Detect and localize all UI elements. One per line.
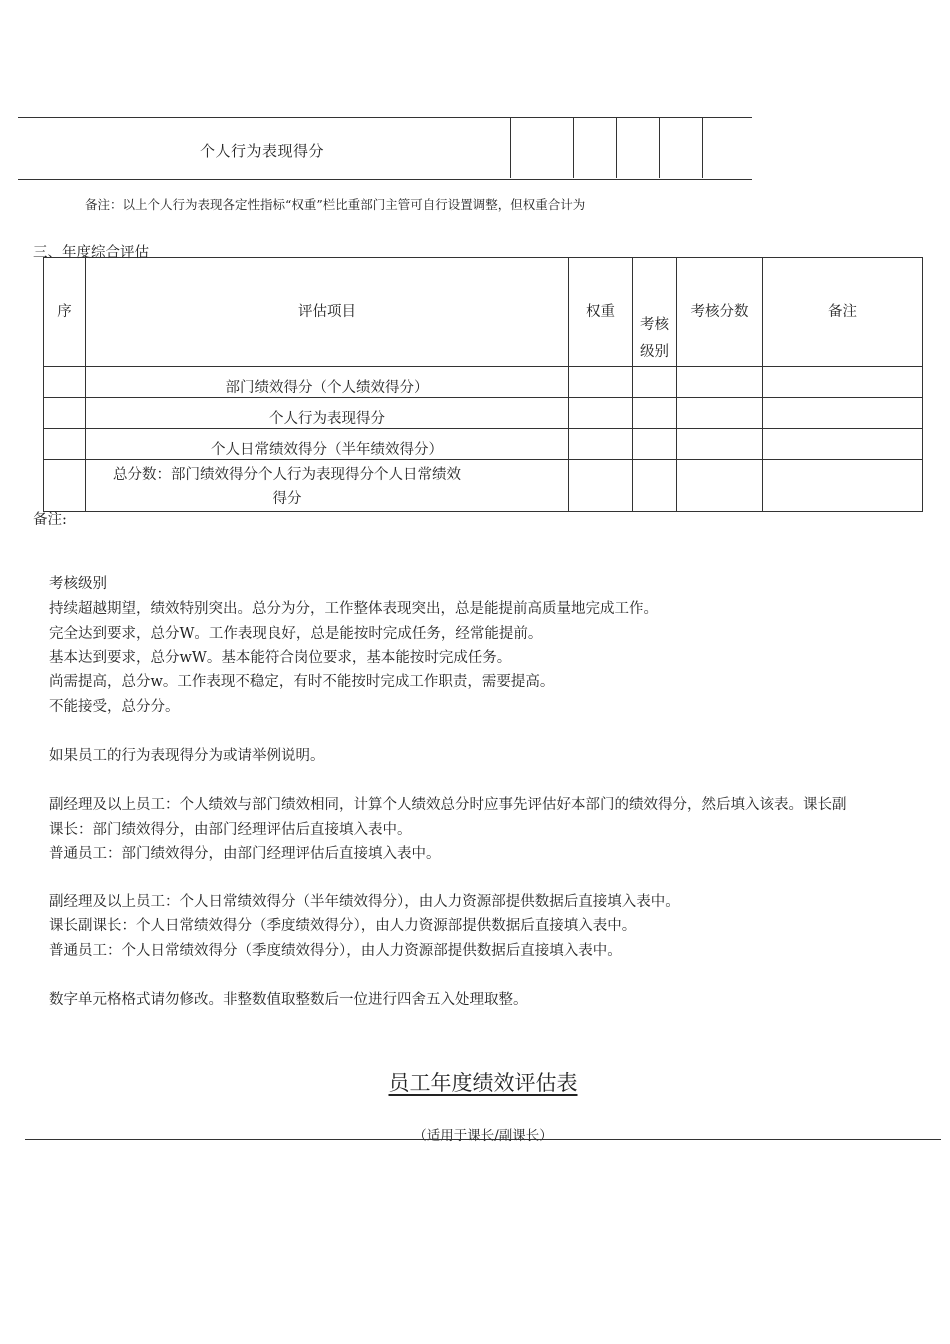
table-divider [616, 117, 617, 178]
section-heading: 三、年度综合评估 [33, 245, 149, 261]
divider [25, 1139, 941, 1140]
body-line: 尚需提高，总分w。工作表现不稳定，有时不能按时完成工作职责，需要提高。 [49, 674, 555, 690]
body-line: 普通员工：部门绩效得分，由部门经理评估后直接填入表中。 [49, 846, 441, 862]
body-line: 持续超越期望，绩效特别突出。总分为分，工作整体表现突出，总是能提前高质量地完成工作。 [49, 601, 658, 617]
total-line2: 得分 [272, 491, 302, 507]
weight-note: 备注：以上个人行为表现各定性指标“权重”栏比重部门主管可自行设置调整，但权重合计为 [85, 197, 586, 212]
row-item: 个人行为表现得分 [86, 398, 569, 429]
body-line: 副经理及以上员工：个人日常绩效得分（半年绩效得分），由人力资源部提供数据后直接填入表中。 [49, 894, 680, 910]
body-line: 不能接受，总分分。 [49, 699, 180, 715]
annual-evaluation-table [43, 257, 923, 512]
row-item-total [86, 460, 569, 512]
body-line: 数字单元格格式请勿修改。非整数值取整数后一位进行四舍五入处理取整。 [49, 992, 528, 1008]
body-line: 课长副课长：个人日常绩效得分（季度绩效得分），由人力资源部提供数据后直接填入表中。 [49, 918, 637, 934]
header-item: 评估项目 [86, 258, 569, 367]
table-row [44, 460, 923, 512]
header-level-line2: 级别 [640, 344, 669, 360]
table-row [44, 367, 923, 398]
header-level-line1: 考核 [640, 317, 669, 333]
table-divider [702, 117, 703, 178]
header-remark: 备注 [763, 258, 923, 367]
header-level [633, 258, 677, 367]
behavior-score-label: 个人行为表现得分 [200, 142, 325, 160]
header-score: 考核分数 [677, 258, 763, 367]
table-divider [510, 117, 511, 178]
body-line: 普通员工：个人日常绩效得分（季度绩效得分），由人力资源部提供数据后直接填入表中。 [49, 943, 622, 959]
table-header-row [44, 258, 923, 367]
form-subtitle: （适用于课长/副课长） [413, 1128, 553, 1144]
body-line: 如果员工的行为表现得分为或请举例说明。 [49, 748, 325, 764]
body-line: 副经理及以上员工：个人绩效与部门绩效相同，计算个人绩效总分时应事先评估好本部门的绩效得分，然后填入该表。课长副 [49, 797, 847, 813]
total-line1: 总分数：部门绩效得分个人行为表现得分个人日常绩效 [113, 467, 461, 483]
behavior-score-table [18, 117, 752, 180]
body-line: 基本达到要求，总分wW。基本能符合岗位要求，基本能按时完成任务。 [49, 650, 512, 666]
form-title: 员工年度绩效评估表 [388, 1071, 578, 1095]
table-divider [573, 117, 574, 178]
table-row [44, 398, 923, 429]
remark-label: 备注: [33, 512, 67, 528]
row-item: 部门绩效得分（个人绩效得分） [86, 367, 569, 398]
header-weight: 权重 [569, 258, 633, 367]
body-line: 课长：部门绩效得分，由部门经理评估后直接填入表中。 [49, 822, 412, 838]
table-row [44, 429, 923, 460]
table-divider [659, 117, 660, 178]
body-line: 完全达到要求，总分W。工作表现良好，总是能按时完成任务，经常能提前。 [49, 626, 543, 642]
row-item: 个人日常绩效得分（半年绩效得分） [86, 429, 569, 460]
header-seq: 序 [44, 258, 86, 367]
body-line: 考核级别 [49, 576, 107, 592]
